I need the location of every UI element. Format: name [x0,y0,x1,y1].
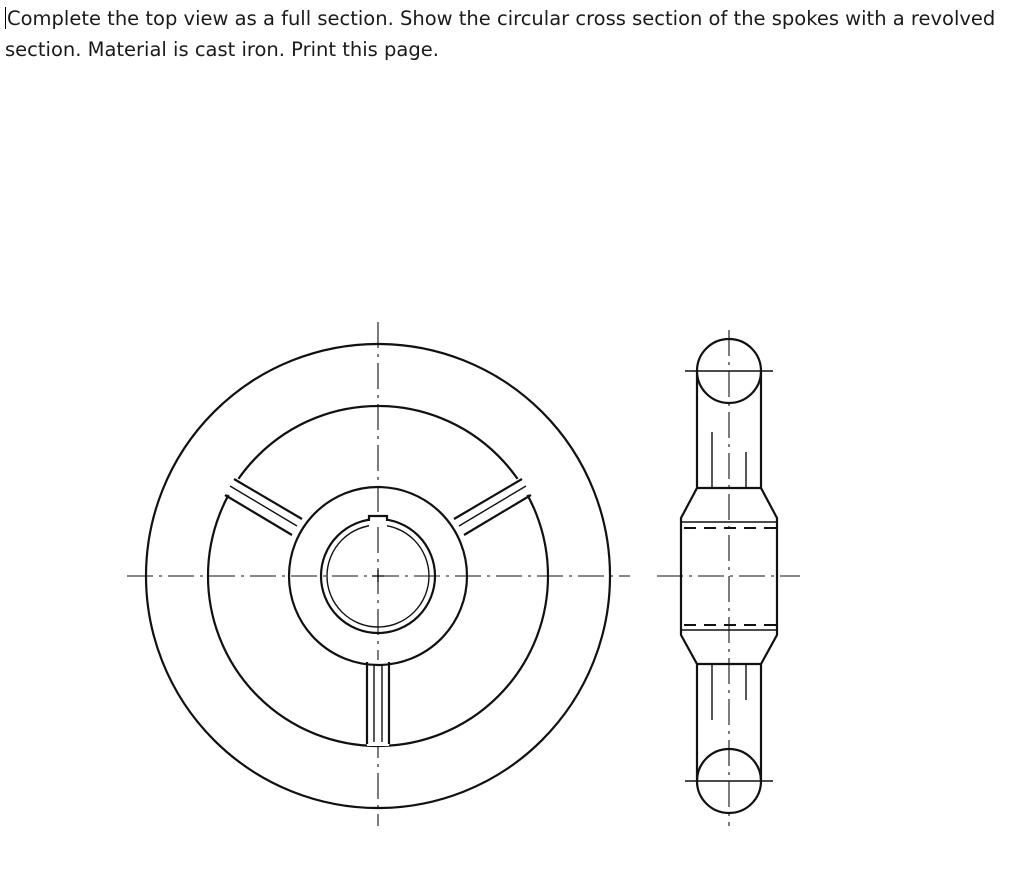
handwheel-front-view [127,322,630,826]
spoke-bottom [367,660,389,746]
handwheel-side-view [657,330,800,826]
keyway [369,515,387,527]
spoke-upper-right [453,478,531,535]
spoke-upper-left [225,478,303,535]
instructions-body: Complete the top view as a full section. Show the circular cross section of the spokes with a revolved section. Material is cast iron. Print this page. [5,7,996,61]
